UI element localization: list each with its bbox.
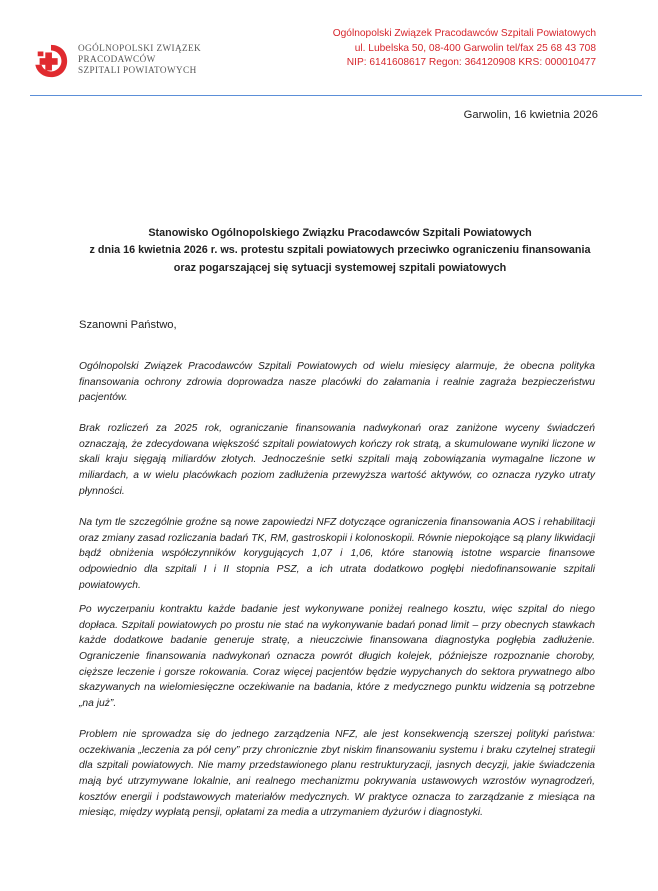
logo-line: SZPITALI POWIATOWYCH (78, 65, 197, 75)
body-paragraph: Po wyczerpaniu kontraktu każde badanie jest wykonywane poniżej realnego kosztu, więc szpital do niego dopłaca. Szpitali powiatowych po prostu nie stać na wykonywanie badań ponad limit – przy obecnych stawkach każde dodatkowe badanie generuje stratę, a nieuczciwie finansowana diagnostyka pogłębia zadłużenie. Ograniczenie finansowania nadwykonań oznacza powrót długich kolejek, późniejsze rozpoznanie choroby, cięższe leczenie i gorsze rokowania. Coraz więcej pacjentów będzie wypychanych do sektora prywatnego albo skazywanych na wielomiesięczne oczekiwanie na badania, które z medycznego punktu widzenia są potrzebne „na już”. (79, 604, 595, 709)
letter-date: Garwolin, 16 kwietnia 2026 (463, 109, 598, 121)
logo-wordmark (78, 43, 201, 76)
body-paragraph: Problem nie sprowadza się do jednego zarządzenia NFZ, ale jest konsekwencją szerszej polityki państwa: oczekiwania „leczenia za pół ceny” przy chronicznie zbyt niskim finansowaniu systemu i braku czytelnej strategii dla szpitali powiatowych. Nie mamy przedstawionego planu restrukturyzacji, jasnych decyzji, jakie świadczenia mają być utrzymywane lokalnie, ani realnego mechanizmu pokrywania ustawowych wzrostów wynagrodzeń, kosztów energii i podstawowych materiałów medycznych. W praktyce oznacza to zarządzanie z miesiąca na miesiąc, między wypłatą pensji, opłatami za media a utrzymaniem dyżurów i diagnostyki. (79, 729, 595, 819)
logo-line: OGÓLNOPOLSKI ZWIĄZEK (78, 43, 202, 53)
salutation: Szanowni Państwo, (79, 319, 177, 331)
title-line: Stanowisko Ogólnopolskiego Związku Pracodawców Szpitali Powiatowych (148, 227, 532, 239)
title-line: oraz pogarszającej się sytuacji systemowej szpitali powiatowych (173, 261, 507, 274)
org-name: Ogólnopolski Związek Pracodawców Szpitali Powiatowych (332, 28, 596, 39)
org-address: ul. Lubelska 50, 08-400 Garwolin tel/fax 25 68 43 708 (354, 42, 596, 54)
hospital-cross-logo-icon (32, 42, 70, 80)
body-paragraph: Ogólnopolski Związek Pracodawców Szpitali Powiatowych od wielu miesięcy alarmuje, że obecna polityka finansowania ochrony zdrowia doprowadza nasze placówki do załamania i realnie zagraża bezpieczeństwu pacjentów. (79, 361, 595, 404)
title-line: z dnia 16 kwietnia 2026 r. ws. protestu szpitali powiatowych przeciwko ograniczeniu finansowania (89, 244, 591, 257)
header-divider (30, 95, 642, 96)
logo-line: PRACODAWCÓW (78, 54, 156, 64)
org-registration-ids: NIP: 6141608617 Regon: 364120908 KRS: 000010477 (346, 57, 596, 68)
body-paragraph: Na tym tle szczególnie groźne są nowe zapowiedzi NFZ dotyczące ograniczenia finansowania AOS i rehabilitacji oraz zmiany zasad rozliczania badań TK, RM, gastroskopii i kolonoskopii. Równie niepokojące są plany likwidacji bądź obniżenia współczynników korygujących 1,07 i 1,06, które stanowią istotne wsparcie finansowe odpowiednio dla szpitali I i II stopnia PSZ, a ich utrata dodatkowo pogłębi niedofinansowanie szpitali powiatowych. (79, 517, 595, 591)
body-paragraph: Brak rozliczeń za 2025 rok, ograniczanie finansowania nadwykonań oraz zaniżone wyceny świadczeń oznaczają, że zdecydowana większość szpitali powiatowych kończy rok stratą, a skumulowane wyniki liczone w skali kraju sięgają miliardów złotych. Jednocześnie setki szpitali mają zobowiązania wymagalne liczone w miliardach, a w wielu placówkach poziom zadłużenia przewyższa wartość aktywów, co oznacza ryzyko utraty płynności. (79, 423, 595, 497)
letterhead-contact (333, 27, 596, 71)
letter-title (60, 225, 620, 277)
